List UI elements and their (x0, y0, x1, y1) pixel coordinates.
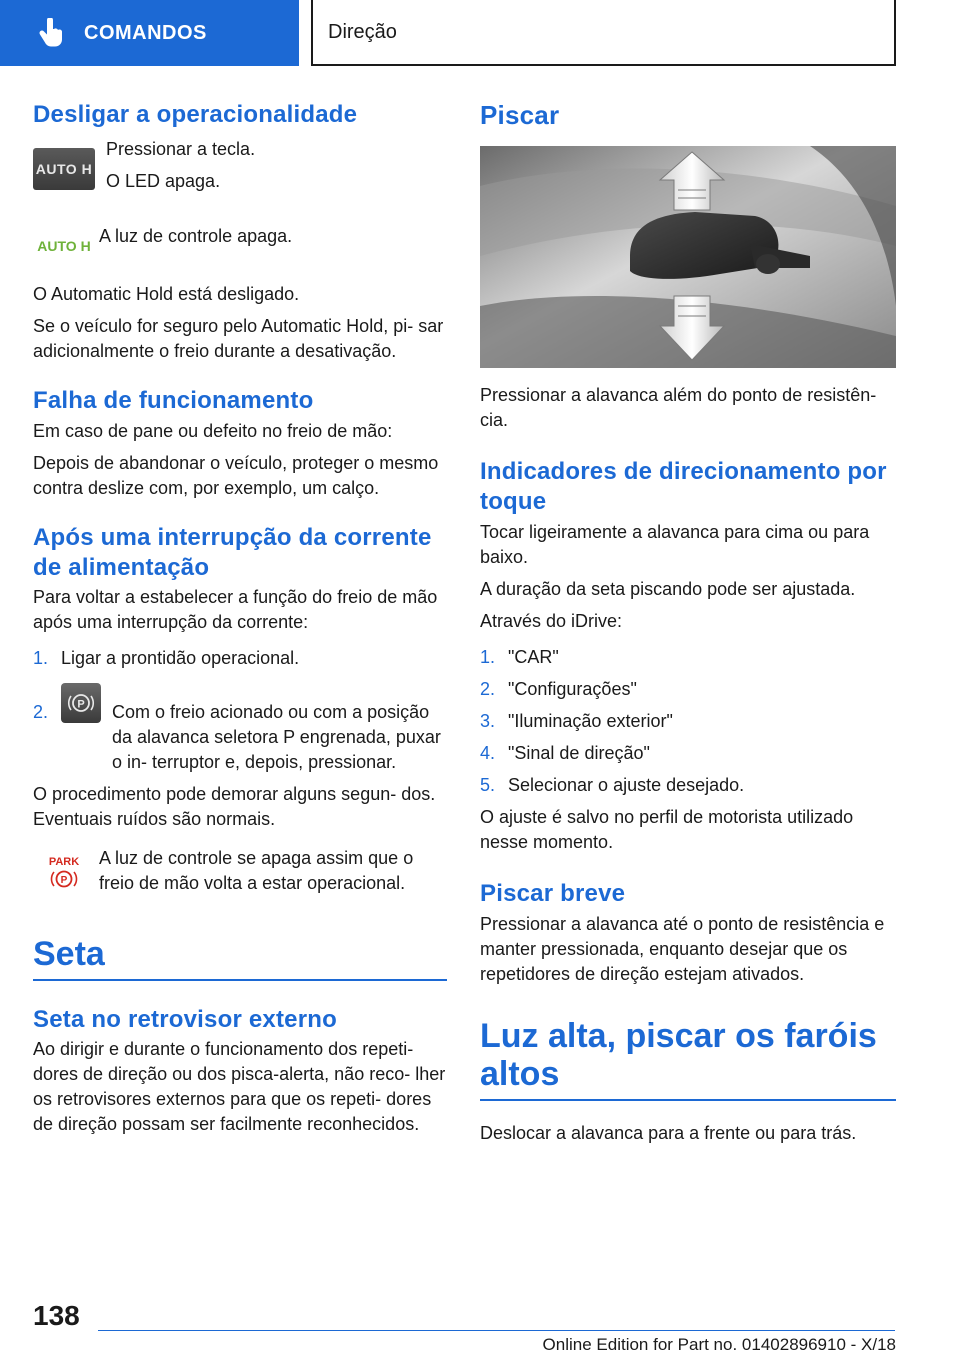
footer-edition: Online Edition for Part no. 01402896910 - X/18 (542, 1335, 896, 1354)
list-item: 1. "CAR" (480, 647, 559, 667)
paragraph: A duração da seta piscando pode ser ajustada. (480, 579, 856, 599)
section-title: COMANDOS (84, 21, 207, 44)
auto-h-button-icon: AUTO H (33, 148, 95, 190)
heading-retrovisor: Seta no retrovisor externo (33, 1006, 337, 1033)
steps-list (33, 646, 447, 775)
heading-toque: Indicadores de direcionamento por toque (480, 458, 887, 515)
section-tab (0, 0, 299, 66)
chapter-title: Direção (328, 20, 397, 43)
step-text: Pressionar a tecla. (106, 139, 256, 159)
parking-brake-switch-icon (61, 683, 101, 723)
list-item: 2. P Com o freio acionado ou com a posição da alavanca seletora P engrenada, puxar o in- terruptor e, depois, pressionar. (33, 683, 447, 775)
list-item: 5. Selecionar o ajuste desejado. (480, 775, 745, 795)
paragraph: Pressionar a alavanca até o ponto de resistência e manter pressionada, enquanto desejar que os repetidores de direção estejam ativados. (480, 914, 885, 984)
list-item: 3. "Iluminação exterior" (480, 711, 673, 731)
chapter-heading-seta: Seta (33, 935, 447, 981)
idrive-steps-list (480, 645, 896, 798)
paragraph: Deslocar a alavanca para a frente ou para trás. (480, 1123, 857, 1143)
heading-piscar-breve: Piscar breve (480, 880, 626, 907)
heading-piscar: Piscar (480, 100, 560, 130)
list-item: 2. "Configurações" (480, 679, 637, 699)
svg-text:P: P (77, 698, 85, 711)
paragraph: Através do iDrive: (480, 611, 623, 631)
step-text: O LED apaga. (106, 171, 221, 191)
right-column (480, 100, 896, 1146)
park-lamp-row (33, 846, 447, 896)
step-text: Com o freio acionado ou com a posição da alavanca seletora P engrenada, puxar o in- terruptor e, depois, pressionar. (112, 702, 441, 772)
heading-desligar: Desligar a operacionalidade (33, 101, 358, 128)
paragraph: Ao dirigir e durante o funcionamento dos repeti- dores de direção ou dos pisca-alerta, não reco- lher os retrovisores externos para que os repeti- dores de direção possam ser facilmente reconhecidos. (33, 1039, 446, 1134)
chapter-tab (311, 0, 896, 66)
paragraph: Depois de abandonar o veículo, proteger o mesmo contra deslize com, por exemplo, um calço. (33, 453, 439, 498)
svg-text:P: P (60, 875, 68, 886)
paragraph: O Automatic Hold está desligado. (33, 284, 300, 304)
heading-falha: Falha de funcionamento (33, 387, 314, 414)
list-item: 1. Ligar a prontidão operacional. (33, 648, 300, 668)
heading-apos: Após uma interrupção da corrente de alimentação (33, 524, 432, 581)
footer-divider (98, 1330, 895, 1331)
hand-pointer-icon (38, 18, 66, 48)
paragraph: Em caso de pane ou defeito no freio de mão: (33, 421, 393, 441)
paragraph: O ajuste é salvo no perfil de motorista utilizado nesse momento. (480, 807, 854, 852)
auto-h-indicator-icon: AUTO H (37, 238, 91, 254)
lamp-text: A luz de controle se apaga assim que o freio de mão volta a estar operacional. (99, 848, 414, 893)
paragraph: Pressionar a alavanca além do ponto de resistên- cia. (480, 385, 877, 430)
paragraph: O procedimento pode demorar alguns segun- dos. Eventuais ruídos são normais. (33, 784, 436, 829)
autoh-button-row (33, 139, 447, 194)
turn-signal-lever-image (480, 146, 896, 368)
left-column (33, 100, 447, 1137)
park-indicator-icon: PARK P (48, 856, 80, 886)
chapter-heading-luz-alta: Luz alta, piscar os faróis altos (480, 1017, 896, 1101)
paragraph: Se o veículo for seguro pelo Automatic Hold, pi- sar adicionalmente o freio durante a desativação. (33, 316, 444, 361)
paragraph: Para voltar a estabelecer a função do freio de mão após uma interrupção da corrente: (33, 587, 438, 632)
paragraph: Tocar ligeiramente a alavanca para cima ou para baixo. (480, 522, 870, 567)
page-number: 138 (33, 1300, 80, 1331)
autoh-lamp-row (33, 224, 447, 254)
list-item: 4. "Sinal de direção" (480, 743, 650, 763)
lamp-text: A luz de controle apaga. (99, 226, 293, 246)
